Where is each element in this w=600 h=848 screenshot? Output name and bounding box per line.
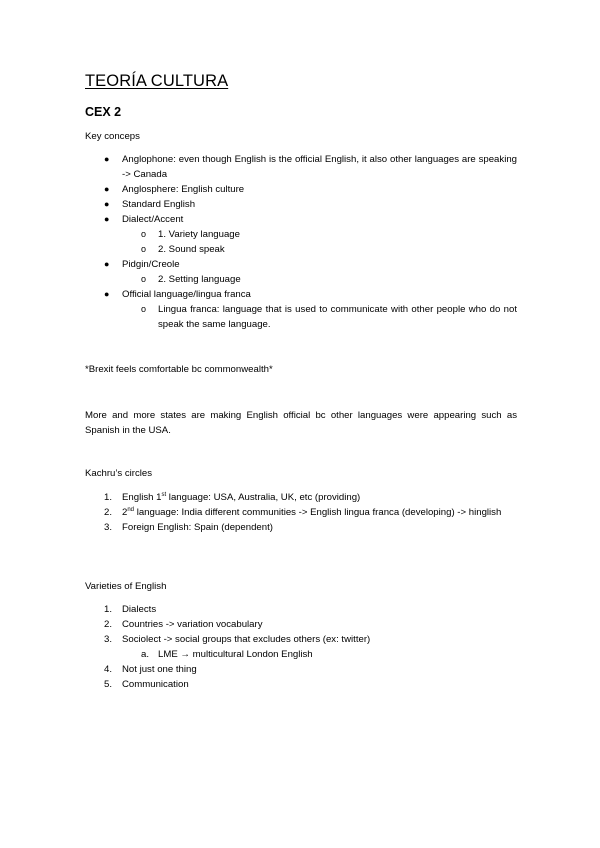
circle-bullet-icon: o bbox=[141, 244, 147, 254]
list-number: 1. bbox=[104, 492, 113, 503]
circle-bullet-icon: o bbox=[141, 229, 147, 239]
circle-bullet-icon: o bbox=[141, 304, 147, 314]
list-number: 2. bbox=[104, 507, 113, 518]
list-item-text: Standard English bbox=[122, 199, 196, 210]
list-item bbox=[85, 490, 517, 505]
sub-list-item bbox=[122, 647, 517, 662]
list-item bbox=[85, 505, 517, 520]
list-item bbox=[85, 257, 517, 287]
list-item bbox=[85, 287, 517, 332]
sub-list-item-text: LME → multicultural London English bbox=[158, 649, 313, 660]
sub-list-item-text: Lingua franca: language that is used to communicate with other people who do not speak the same language. bbox=[158, 304, 517, 330]
kachru-heading: Kachru’s circles bbox=[85, 468, 153, 479]
states-paragraph: More and more states are making English official bc other languages were appearing such as Spanish in the USA. bbox=[85, 410, 517, 436]
sub-list-item-text: 2. Sound speak bbox=[158, 244, 225, 255]
list-item-text: Pidgin/Creole bbox=[122, 259, 180, 270]
list-item bbox=[85, 617, 517, 632]
section-heading: CEX 2 bbox=[85, 105, 122, 119]
bullet-icon: ● bbox=[104, 214, 110, 224]
sub-list bbox=[122, 227, 517, 257]
list-number: 3. bbox=[104, 634, 113, 645]
list-item-text: Foreign English: Spain (dependent) bbox=[122, 522, 273, 533]
list-item bbox=[85, 212, 517, 257]
sub-list bbox=[122, 272, 517, 287]
kachru-list bbox=[85, 490, 517, 535]
key-concepts-list bbox=[85, 152, 517, 332]
sub-list bbox=[122, 647, 517, 662]
brexit-note: *Brexit feels comfortable bc commonwealth* bbox=[85, 364, 273, 375]
sub-list-item bbox=[122, 242, 517, 257]
list-item-text: Countries -> variation vocabulary bbox=[122, 619, 263, 630]
list-item-text: English 1st language: USA, Australia, UK, etc (providing) bbox=[122, 491, 361, 503]
list-number: 4. bbox=[104, 664, 113, 675]
bullet-icon: ● bbox=[104, 184, 110, 194]
varieties-list bbox=[85, 602, 517, 692]
list-item-text: Anglosphere: English culture bbox=[122, 184, 245, 195]
sub-list-letter: a. bbox=[141, 649, 150, 660]
list-item-text: Official language/lingua franca bbox=[122, 289, 251, 300]
list-item bbox=[85, 197, 517, 212]
list-item bbox=[85, 520, 517, 535]
sub-list-item-text: 2. Setting language bbox=[158, 274, 241, 285]
list-item-text: Sociolect -> social groups that excludes others (ex: twitter) bbox=[122, 634, 371, 645]
key-concepts-heading: Key conceps bbox=[85, 131, 140, 142]
list-item-text: Communication bbox=[122, 679, 189, 690]
sub-list-item bbox=[122, 227, 517, 242]
bullet-icon: ● bbox=[104, 289, 110, 299]
list-item bbox=[85, 632, 517, 662]
list-item bbox=[85, 602, 517, 617]
sub-list-item-text: 1. Variety language bbox=[158, 229, 240, 240]
document-title: TEORÍA CULTURA bbox=[85, 72, 229, 90]
list-number: 2. bbox=[104, 619, 113, 630]
list-item bbox=[85, 182, 517, 197]
sub-list-item bbox=[122, 302, 517, 332]
list-item bbox=[85, 662, 517, 677]
list-item-text: Not just one thing bbox=[122, 664, 197, 675]
sub-list-item bbox=[122, 272, 517, 287]
list-item bbox=[85, 152, 517, 182]
list-item-text: Anglophone: even though English is the official English, it also other languages are speaking -> Canada bbox=[122, 154, 517, 180]
bullet-icon: ● bbox=[104, 199, 110, 209]
bullet-icon: ● bbox=[104, 259, 110, 269]
list-number: 1. bbox=[104, 604, 113, 615]
list-item-text: Dialect/Accent bbox=[122, 214, 184, 225]
circle-bullet-icon: o bbox=[141, 274, 147, 284]
bullet-icon: ● bbox=[104, 154, 110, 164]
list-number: 5. bbox=[104, 679, 113, 690]
sub-list bbox=[122, 302, 517, 332]
list-item-text: Dialects bbox=[122, 604, 157, 615]
list-item-text: 2nd language: India different communities -> English lingua franca (developing) -> hinglish bbox=[122, 506, 502, 518]
list-number: 3. bbox=[104, 522, 113, 533]
list-item bbox=[85, 677, 517, 692]
varieties-heading: Varieties of English bbox=[85, 581, 167, 592]
